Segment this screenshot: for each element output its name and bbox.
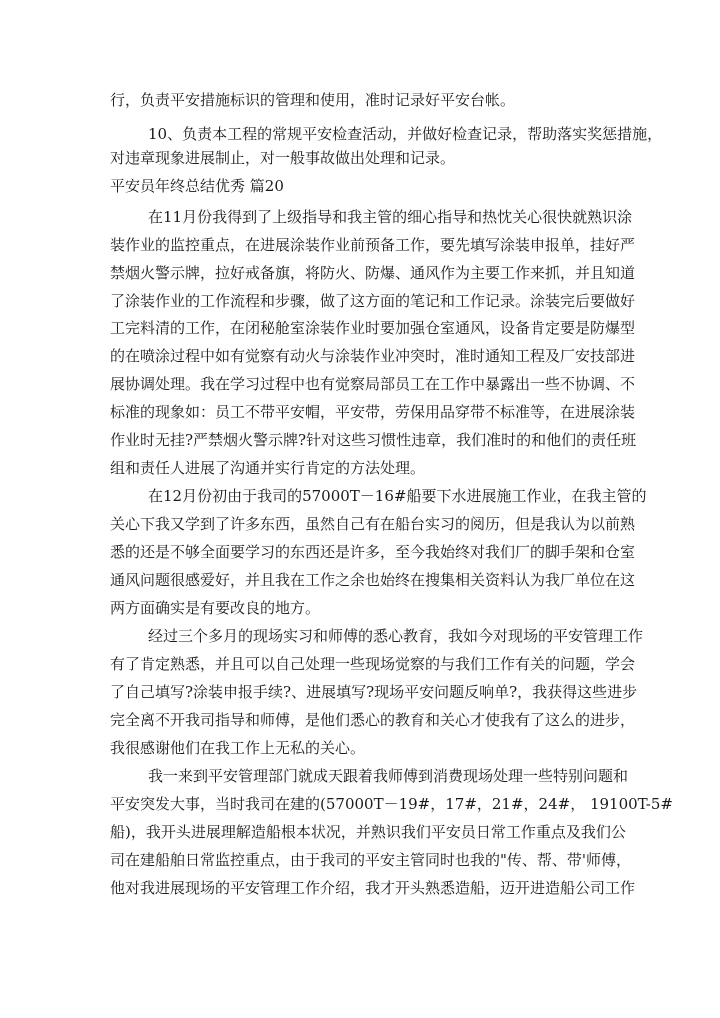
text-line: 关心下我又学到了许多东西，虽然自己有在船台实习的阅历，但是我认为以前熟: [110, 515, 636, 533]
text-line: 行，负责平安措施标识的管理和使用，准时记录好平安台帐。: [110, 91, 516, 109]
text-line: 展协调处理。我在学习过程中也有觉察局部员工在工作中暴露出一些不协调、不: [110, 375, 636, 393]
text-line: 他对我进展现场的平安管理工作介绍，我才开头熟悉造船，迈开进造船公司工作: [110, 879, 636, 897]
text-line: 两方面确实是有要改良的地方。: [110, 599, 321, 617]
text-line: 工完料清的工作，在闭秘舱室涂装作业时要加强仓室通风，设备肯定要是防爆型: [110, 319, 636, 337]
text-line: 组和责任人进展了沟通并实行肯定的方法处理。: [110, 459, 426, 477]
text-line: 通风问题很感爱好，并且我在工作之余也始终在搜集相关资料认为我厂单位在这: [110, 571, 636, 589]
text-line: 司在建船舶日常监控重点，由于我司的平安主管同时也我的"传、帮、带'师傅，: [110, 851, 632, 869]
text-line: 作业时无挂?严禁烟火警示牌?针对这些习惯性违章，我们准时的和他们的责任班: [110, 431, 637, 449]
text-line: 完全离不开我司指导和师傅，是他们悉心的教育和关心才使我有了这么的进步，: [110, 711, 636, 729]
text-line: 有了肯定熟悉，并且可以自己处理一些现场觉察的与我们工作有关的问题，学会: [110, 655, 636, 673]
text-line: 禁烟火警示牌，拉好戒备旗，将防火、防爆、通风作为主要工作来抓，并且知道: [110, 264, 636, 282]
text-line: 10、负责本工程的常规平安检查活动，并做好检查记录，帮助落实奖惩措施，: [148, 125, 663, 143]
section-heading: 平安员年终总结优秀 篇20: [110, 177, 284, 195]
text-line: 了自己填写?涂装申报手续?、进展填写?现场平安问题反响单?，我获得这些进步: [110, 683, 638, 701]
text-line: 我很感谢他们在我工作上无私的关心。: [110, 739, 366, 757]
text-line: 在11月份我得到了上级指导和我主管的细心指导和热忱关心很快就熟识涂: [148, 208, 633, 226]
text-line: 船)，我开头进展理解造船根本状况，并熟识我们平安员日常工作重点及我们公: [110, 823, 626, 841]
text-line: 了涂装作业的工作流程和步骤，做了这方面的笔记和工作记录。涂装完后要做好: [110, 292, 636, 310]
text-line: 装作业的监控重点，在进展涂装作业前预备工作，要先填写涂装申报单，挂好严: [110, 236, 636, 254]
text-line: 标准的现象如：员工不带平安帽，平安带，劳保用品穿带不标准等，在进展涂装: [110, 403, 636, 421]
text-line: 平安突发大事，当时我司在建的(57000T－19#，17#，21#，24#， 19100T-5#: [110, 795, 673, 813]
text-line: 的在喷涂过程中如有觉察有动火与涂装作业冲突时，准时通知工程及厂安技部进: [110, 347, 636, 365]
text-line: 悉的还是不够全面要学习的东西还是许多，至今我始终对我们厂的脚手架和仓室: [110, 543, 636, 561]
text-line: 经过三个多月的现场实习和师傅的悉心教育，我如今对现场的平安管理工作: [148, 627, 644, 645]
text-line: 在12月份初由于我司的57000T－16#船要下水进展施工作业，在我主管的: [148, 487, 647, 505]
text-line: 对违章现象进展制止，对一般事故做出处理和记录。: [110, 149, 456, 167]
text-line: 我一来到平安管理部门就成天跟着我师傅到消费现场处理一些特别问题和: [148, 767, 629, 785]
